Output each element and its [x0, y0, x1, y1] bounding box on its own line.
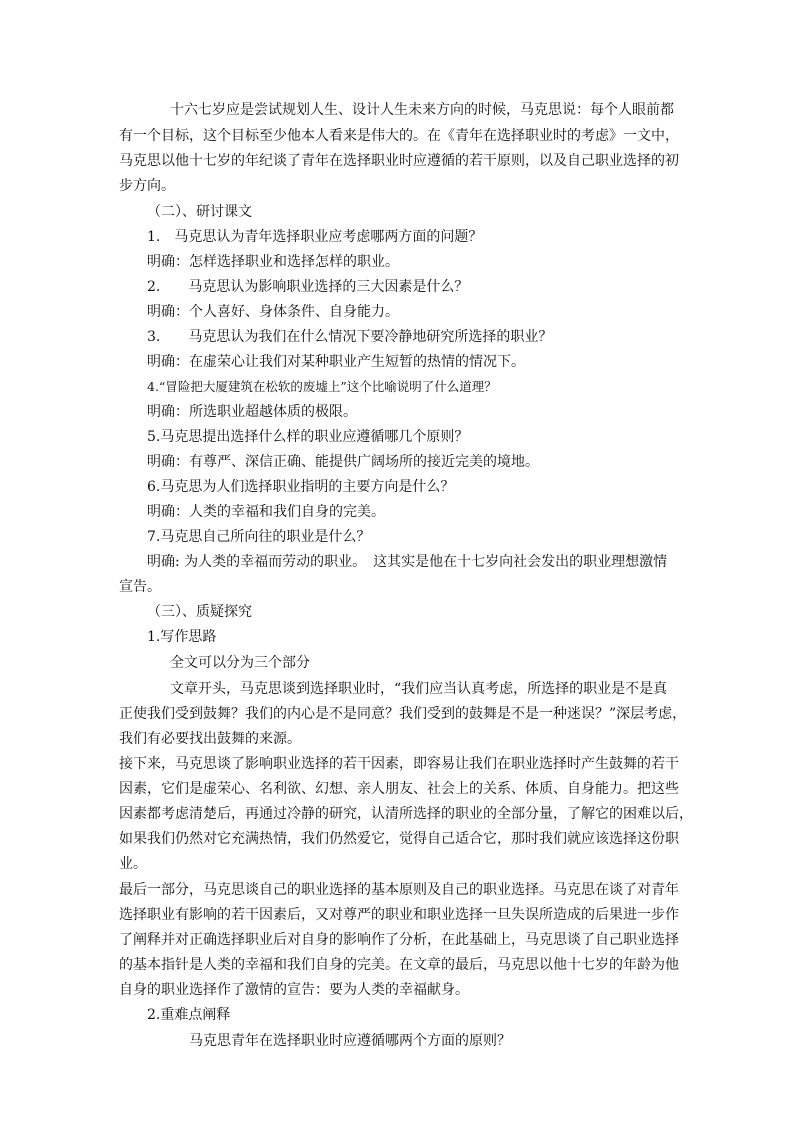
para3-line-4: 的基本指针是人类的幸福和我们自身的完美。在文章的最后，马克思以他十七岁的年龄为他	[119, 957, 679, 973]
writing-approach-heading: 1.写作思路	[147, 629, 217, 645]
question-7: 7.马克思自己所向往的职业是什么？	[147, 529, 371, 545]
section3-heading: （三）、质疑探究	[147, 604, 252, 620]
para2-line-4: 如果我们仍然对它充满热情，我们仍然爱它，觉得自己适合它，那时我们就应该选择这份职	[119, 831, 679, 847]
answer-1: 明确：怎样选择职业和选择怎样的职业。	[147, 254, 399, 270]
para1-line-2: 正使我们受到鼓舞？我们的内心是不是同意？我们受到的鼓舞是不是一种迷误？”深层考虑，	[119, 706, 687, 722]
question-6: 6.马克思为人们选择职业指明的主要方向是什么？	[147, 479, 455, 495]
para3-line-2: 选择职业有影响的若干因素后，又对尊严的职业和职业选择一旦失误所造成的后果进一步作	[119, 907, 679, 923]
para2-line-5: 业。	[119, 856, 147, 872]
para2-line-2: 因素，它们是虚荣心、名利欲、幻想、亲人朋友、社会上的关系、体质、自身能力。把这些	[119, 781, 679, 797]
para2-line-3: 因素都考虑清楚后，再通过冷静的研究，认清所选择的职业的全部分量，了解它的困难以后，	[119, 806, 693, 822]
para3-line-1: 最后一部分，马克思谈自己的职业选择的基本原则及自己的职业选择。马克思在谈了对青年	[119, 882, 679, 898]
intro-line-4: 步方向。	[119, 178, 175, 194]
intro-line-1: 十六七岁应是尝试规划人生、设计人生未来方向的时候，马克思说：每个人眼前都	[170, 102, 674, 118]
question-2: 2. 马克思认为影响职业选择的三大因素是什么？	[147, 279, 469, 295]
question-5: 5.马克思提出选择什么样的职业应遵循哪几个原则？	[147, 429, 469, 445]
key-points-question: 马克思青年在选择职业时应遵循哪两个方面的原则？	[189, 1033, 511, 1049]
para3-line-5: 自身的职业选择作了激情的宣告：要为人类的幸福献身。	[119, 982, 469, 998]
para1-line-1: 文章开头，马克思谈到选择职业时，“我们应当认真考虑，所选择的职业是不是真	[170, 681, 668, 697]
intro-line-3: 马克思以他十七岁的年纪谈了青年在选择职业时应遵循的若干原则，以及自己职业选择的初	[119, 153, 679, 169]
writing-approach-intro: 全文可以分为三个部分	[170, 655, 310, 671]
intro-line-2: 有一个目标，这个目标至少他本人看来是伟大的。在《青年在选择职业时的考虑》一文中，	[119, 128, 679, 144]
para2-line-1: 接下来，马克思谈了影响职业选择的若干因素，即容易让我们在职业选择时产生鼓舞的若干	[119, 756, 679, 772]
question-1: 1. 马克思认为青年选择职业应考虑哪两方面的问题？	[147, 229, 483, 245]
para3-line-3: 了阐释并对正确选择职业后对自身的影响作了分析，在此基础上，马克思谈了自己职业选择	[119, 932, 679, 948]
para1-line-3: 我们有必要找出鼓舞的来源。	[119, 731, 301, 747]
section2-heading: （二）、研讨课文	[147, 204, 252, 220]
answer-7: 明确: 为人类的幸福而劳动的职业。 这其实是他在十七岁向社会发出的职业理想激情	[147, 554, 668, 570]
question-3: 3. 马克思认为我们在什么情况下要冷静地研究所选择的职业？	[147, 329, 553, 345]
answer-6: 明确：人类的幸福和我们自身的完美。	[147, 504, 385, 520]
answer-2: 明确：个人喜好、身体条件、自身能力。	[147, 304, 399, 320]
answer-3: 明确：在虚荣心让我们对某种职业产生短暂的热情的情况下。	[147, 354, 525, 370]
answer-4: 明确：所选职业超越体质的极限。	[147, 404, 357, 420]
answer-5: 明确：有尊严、深信正确、能提供广阔场所的接近完美的境地。	[147, 454, 539, 470]
key-points-heading: 2.重难点阐释	[147, 1007, 231, 1023]
answer-7-continued: 宣告。	[119, 579, 161, 595]
question-4: 4.“冒险把大厦建筑在松软的废墟上”这个比喻说明了什么道理？	[147, 379, 497, 394]
